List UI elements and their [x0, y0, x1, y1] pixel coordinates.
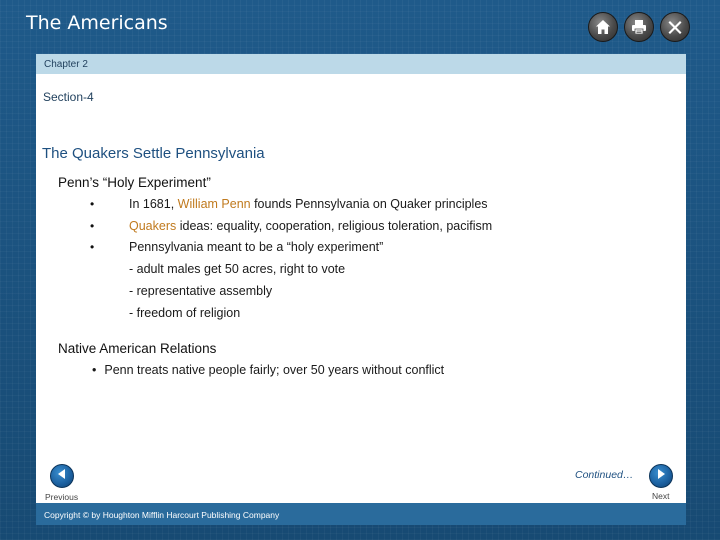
- arrow-left-icon: [56, 467, 68, 485]
- previous-label: Previous: [45, 492, 79, 502]
- list-item: [92, 363, 444, 377]
- close-button[interactable]: [660, 12, 690, 42]
- bullet-text-post: founds Pennsylvania on Quaker principles: [250, 197, 488, 211]
- next-label: Next: [652, 491, 670, 501]
- chapter-label: Chapter 2: [36, 54, 686, 74]
- home-icon: [594, 18, 612, 36]
- section-label: Section-4: [43, 90, 94, 104]
- sub-item: - representative assembly: [129, 284, 273, 298]
- continued-label: Continued…: [575, 469, 634, 481]
- previous-button[interactable]: [50, 464, 74, 488]
- bullet-text-post: ideas: equality, cooperation, religious toleration, pacifism: [176, 219, 493, 233]
- slide-title: The Quakers Settle Pennsylvania: [42, 145, 265, 162]
- bullet-text: Pennsylvania meant to be a “holy experiment”: [129, 240, 384, 254]
- close-icon: [666, 18, 684, 36]
- bullet-icon: •: [90, 197, 95, 211]
- bullet-text: Penn treats native people fairly; over 50 years without conflict: [104, 363, 445, 377]
- bullet-text: [129, 197, 488, 211]
- bullet-icon: •: [90, 240, 95, 254]
- print-icon: [630, 18, 648, 36]
- print-button[interactable]: [624, 12, 654, 42]
- bullet-text-pre: In 1681,: [129, 197, 178, 211]
- arrow-right-icon: [655, 467, 667, 485]
- sub-item: - freedom of religion: [129, 306, 241, 320]
- highlight-quakers: Quakers: [129, 219, 177, 233]
- slide-content: [36, 74, 686, 503]
- bullet-icon: •: [90, 219, 95, 233]
- holy-experiment-heading: Penn’s “Holy Experiment”: [58, 175, 211, 190]
- app-title: The Americans: [26, 12, 168, 34]
- header-toolbar: [588, 12, 690, 42]
- highlight-william-penn: William Penn: [177, 197, 251, 211]
- sub-item: - adult males get 50 acres, right to vote: [129, 262, 346, 276]
- bullet-icon: •: [92, 363, 97, 377]
- bullet-text: [129, 219, 492, 233]
- home-button[interactable]: [588, 12, 618, 42]
- next-button[interactable]: [649, 464, 673, 488]
- native-relations-heading: Native American Relations: [58, 341, 217, 356]
- copyright-footer: Copyright © by Houghton Mifflin Harcourt Publishing Company: [36, 503, 686, 525]
